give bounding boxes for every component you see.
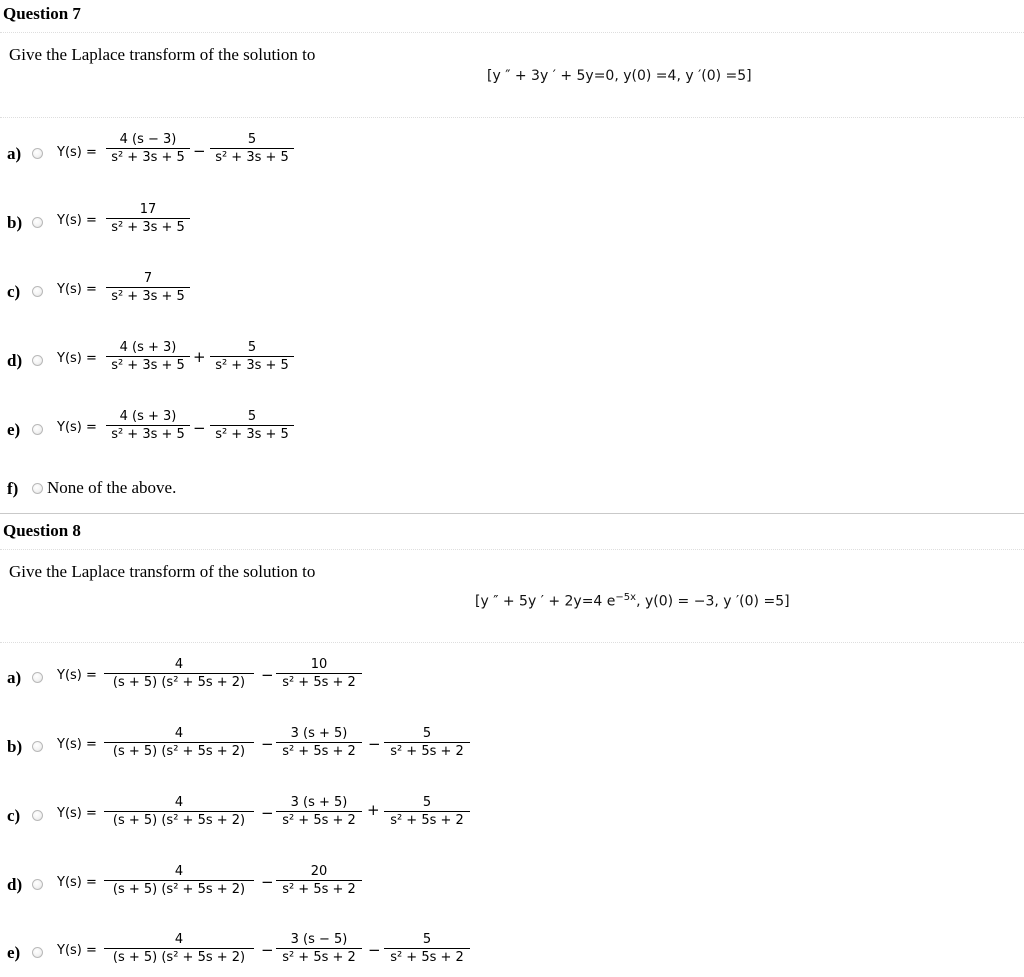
fraction: 4 (s + 3) s² + 3s + 5 xyxy=(106,408,190,443)
option-label: d) xyxy=(7,875,23,894)
fraction: 5 s² + 3s + 5 xyxy=(210,408,294,443)
y-of-s: Y(s) = xyxy=(57,282,97,297)
q7-option-f-radio[interactable] xyxy=(32,483,43,494)
question-8-equation: [y ″ + 5y ′ + 2y=4 $e^{-5x}$, y(0) = −3, y ′(0) =5] xyxy=(475,592,790,610)
operator: + xyxy=(193,348,206,366)
operator: − xyxy=(261,666,274,684)
fraction: 5 s² + 5s + 2 xyxy=(384,725,470,760)
option-text: None of the above. xyxy=(47,478,177,497)
q7-option-d-radio[interactable] xyxy=(32,355,43,366)
option-label: e) xyxy=(7,420,21,439)
y-of-s: Y(s) = xyxy=(57,806,97,821)
option-label: c) xyxy=(7,282,21,301)
fraction: 4 (s + 3) s² + 3s + 5 xyxy=(106,339,190,374)
q8-option-c-radio[interactable] xyxy=(32,810,43,821)
fraction: 4 (s − 3) s² + 3s + 5 xyxy=(106,131,190,166)
operator: − xyxy=(261,873,274,891)
y-of-s: Y(s) = xyxy=(57,668,97,683)
y-of-s: Y(s) = xyxy=(57,213,97,228)
fraction: 3 (s − 5) s² + 5s + 2 xyxy=(276,931,362,966)
fraction: 4 (s + 5) (s² + 5s + 2) xyxy=(104,656,254,691)
operator: − xyxy=(261,804,274,822)
option-label: a) xyxy=(7,144,22,163)
question-8-prompt: Give the Laplace transform of the solution to xyxy=(9,562,316,581)
operator: + xyxy=(367,801,380,819)
operator: − xyxy=(193,419,206,437)
option-label: f) xyxy=(7,479,19,498)
question-7-equation: [y ″ + 3y ′ + 5y=0, y(0) =4, y ′(0) =5] xyxy=(487,68,752,84)
divider xyxy=(0,32,1024,33)
y-of-s: Y(s) = xyxy=(57,737,97,752)
operator: − xyxy=(261,941,274,959)
option-label: d) xyxy=(7,351,23,370)
q7-option-a-radio[interactable] xyxy=(32,148,43,159)
fraction: 5 s² + 3s + 5 xyxy=(210,131,294,166)
q8-option-e-radio[interactable] xyxy=(32,947,43,958)
fraction: 10 s² + 5s + 2 xyxy=(276,656,362,691)
q8-option-d-radio[interactable] xyxy=(32,879,43,890)
question-7-title: Question 7 xyxy=(3,4,81,23)
fraction: 3 (s + 5) s² + 5s + 2 xyxy=(276,794,362,829)
divider xyxy=(0,642,1024,643)
operator: − xyxy=(193,142,206,160)
fraction: 17 s² + 3s + 5 xyxy=(106,201,190,236)
fraction: 4 (s + 5) (s² + 5s + 2) xyxy=(104,863,254,898)
fraction: 4 (s + 5) (s² + 5s + 2) xyxy=(104,725,254,760)
divider xyxy=(0,549,1024,550)
fraction: 20 s² + 5s + 2 xyxy=(276,863,362,898)
y-of-s: Y(s) = xyxy=(57,351,97,366)
y-of-s: Y(s) = xyxy=(57,145,97,160)
question-7-prompt: Give the Laplace transform of the solution to xyxy=(9,45,316,64)
fraction: 5 s² + 5s + 2 xyxy=(384,931,470,966)
option-label: c) xyxy=(7,806,21,825)
q7-option-e-radio[interactable] xyxy=(32,424,43,435)
q8-option-a-radio[interactable] xyxy=(32,672,43,683)
option-label: b) xyxy=(7,737,23,756)
operator: − xyxy=(368,941,381,959)
y-of-s: Y(s) = xyxy=(57,420,97,435)
option-label: a) xyxy=(7,668,22,687)
q7-option-c-radio[interactable] xyxy=(32,286,43,297)
q7-option-b-radio[interactable] xyxy=(32,217,43,228)
q8-option-b-radio[interactable] xyxy=(32,741,43,752)
option-label: b) xyxy=(7,213,23,232)
question-8-title: Question 8 xyxy=(3,521,81,540)
fraction: 4 (s + 5) (s² + 5s + 2) xyxy=(104,794,254,829)
fraction: 4 (s + 5) (s² + 5s + 2) xyxy=(104,931,254,966)
y-of-s: Y(s) = xyxy=(57,875,97,890)
operator: − xyxy=(368,735,381,753)
fraction: 7 s² + 3s + 5 xyxy=(106,270,190,305)
question-separator xyxy=(0,513,1024,514)
operator: − xyxy=(261,735,274,753)
y-of-s: Y(s) = xyxy=(57,943,97,958)
divider xyxy=(0,117,1024,118)
fraction: 3 (s + 5) s² + 5s + 2 xyxy=(276,725,362,760)
option-label: e) xyxy=(7,943,21,962)
fraction: 5 s² + 5s + 2 xyxy=(384,794,470,829)
fraction: 5 s² + 3s + 5 xyxy=(210,339,294,374)
